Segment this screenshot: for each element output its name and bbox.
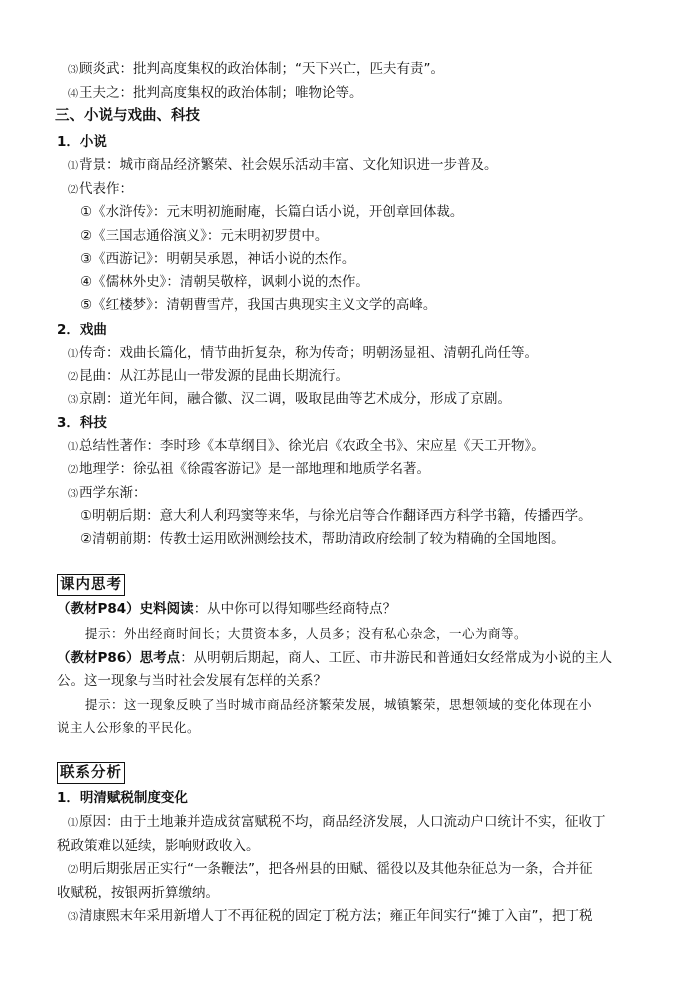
novel-representative: ⑵代表作： [68,181,133,197]
link-yitiaobian-cont: 收赋税，按银两折算缴纳。 [57,885,219,901]
think-hint-2-cont: 说主人公形象的平民化。 [57,720,201,735]
opera-item: ⑵昆曲：从江苏昆山一带发源的昆曲长期流行。 [68,368,349,384]
west-item: ①明朝后期：意大利人利玛窦等来华，与徐光启等合作翻译西方科学书籍，传播西学。 [80,508,592,524]
think-question-2: （教材P86）思考点：从明朝后期起，商人、工匠、市井游民和普通妇女经常成为小说的主人 [57,650,613,666]
link-title: 1．明清赋税制度变化 [57,790,188,806]
section-heading-3: 三、小说与戏曲、科技 [55,108,200,124]
subheading-novel: 1．小说 [57,134,107,150]
science-item: ⑴总结性著作：李时珍《本草纲目》、徐光启《农政全书》、宋应星《天工开物》。 [68,438,545,454]
link-yitiaobian: ⑵明后期张居正实行“一条鞭法”，把各州县的田赋、徭役以及其他杂征总为一条，合并征 [68,861,593,877]
west-item: ②清朝前期：传教士运用欧洲测绘技术，帮助清政府绘制了较为精确的全国地图。 [80,531,565,547]
link-box-label: 联系分析 [57,762,125,784]
item-number: ⑶ [68,65,78,76]
think-hint-2: 提示：这一现象反映了当时城市商品经济繁荣发展，城镇繁荣，思想领域的变化体现在小 [85,697,593,712]
item-number: ⑷ [68,89,78,100]
work-item: ③《西游记》：明朝吴承恩，神话小说的杰作。 [80,251,356,267]
line-gu-yanwu: ⑶顾炎武：批判高度集权的政治体制；“天下兴亡，匹夫有责”。 [68,61,444,77]
novel-background: ⑴背景：城市商品经济繁荣、社会娱乐活动丰富、文化知识进一步普及。 [68,157,498,173]
opera-item: ⑴传奇：戏曲长篇化，情节曲折复杂，称为传奇；明朝汤显祖、清朝孔尚任等。 [68,345,538,361]
link-reason-cont: 税政策难以延续，影响财政收入。 [57,838,260,854]
science-item: ⑵地理学：徐弘祖《徐霞客游记》是一部地理和地质学名著。 [68,461,430,477]
subheading-opera: 2．戏曲 [57,322,107,338]
link-tanding: ⑶清康熙末年采用新增人丁不再征税的固定丁税方法；雍正年间实行“摊丁入亩”，把丁税 [68,908,593,924]
work-item: ④《儒林外史》：清朝吴敬梓，讽刺小说的杰作。 [80,274,369,290]
link-reason: ⑴原因：由于土地兼并造成贫富赋税不均，商品经济发展，人口流动户口统计不实，征收丁 [68,814,606,830]
work-item: ①《水浒传》：元末明初施耐庵，长篇白话小说，开创章回体裁。 [80,204,464,220]
think-hint-1: 提示：外出经商时间长；大贯资本多，人员多；没有私心杂念，一心为商等。 [85,626,528,641]
line-wang-fuzhi: ⑷王夫之：批判高度集权的政治体制；唯物论等。 [68,85,363,101]
opera-item: ⑶京剧：道光年间，融合徽、汉二调，吸取昆曲等艺术成分，形成了京剧。 [68,391,511,407]
think-question-1: （教材P84）史料阅读：从中你可以得知哪些经商特点？ [57,601,397,617]
science-item: ⑶西学东渐： [68,485,147,501]
work-item: ②《三国志通俗演义》：元末明初罗贯中。 [80,228,329,244]
think-question-2-cont: 公。这一现象与当时社会发展有怎样的关系？ [57,673,327,689]
subheading-science: 3．科技 [57,415,107,431]
work-item: ⑤《红楼梦》：清朝曹雪芹，我国古典现实主义文学的高峰。 [80,297,437,313]
think-box-label: 课内思考 [57,574,125,596]
